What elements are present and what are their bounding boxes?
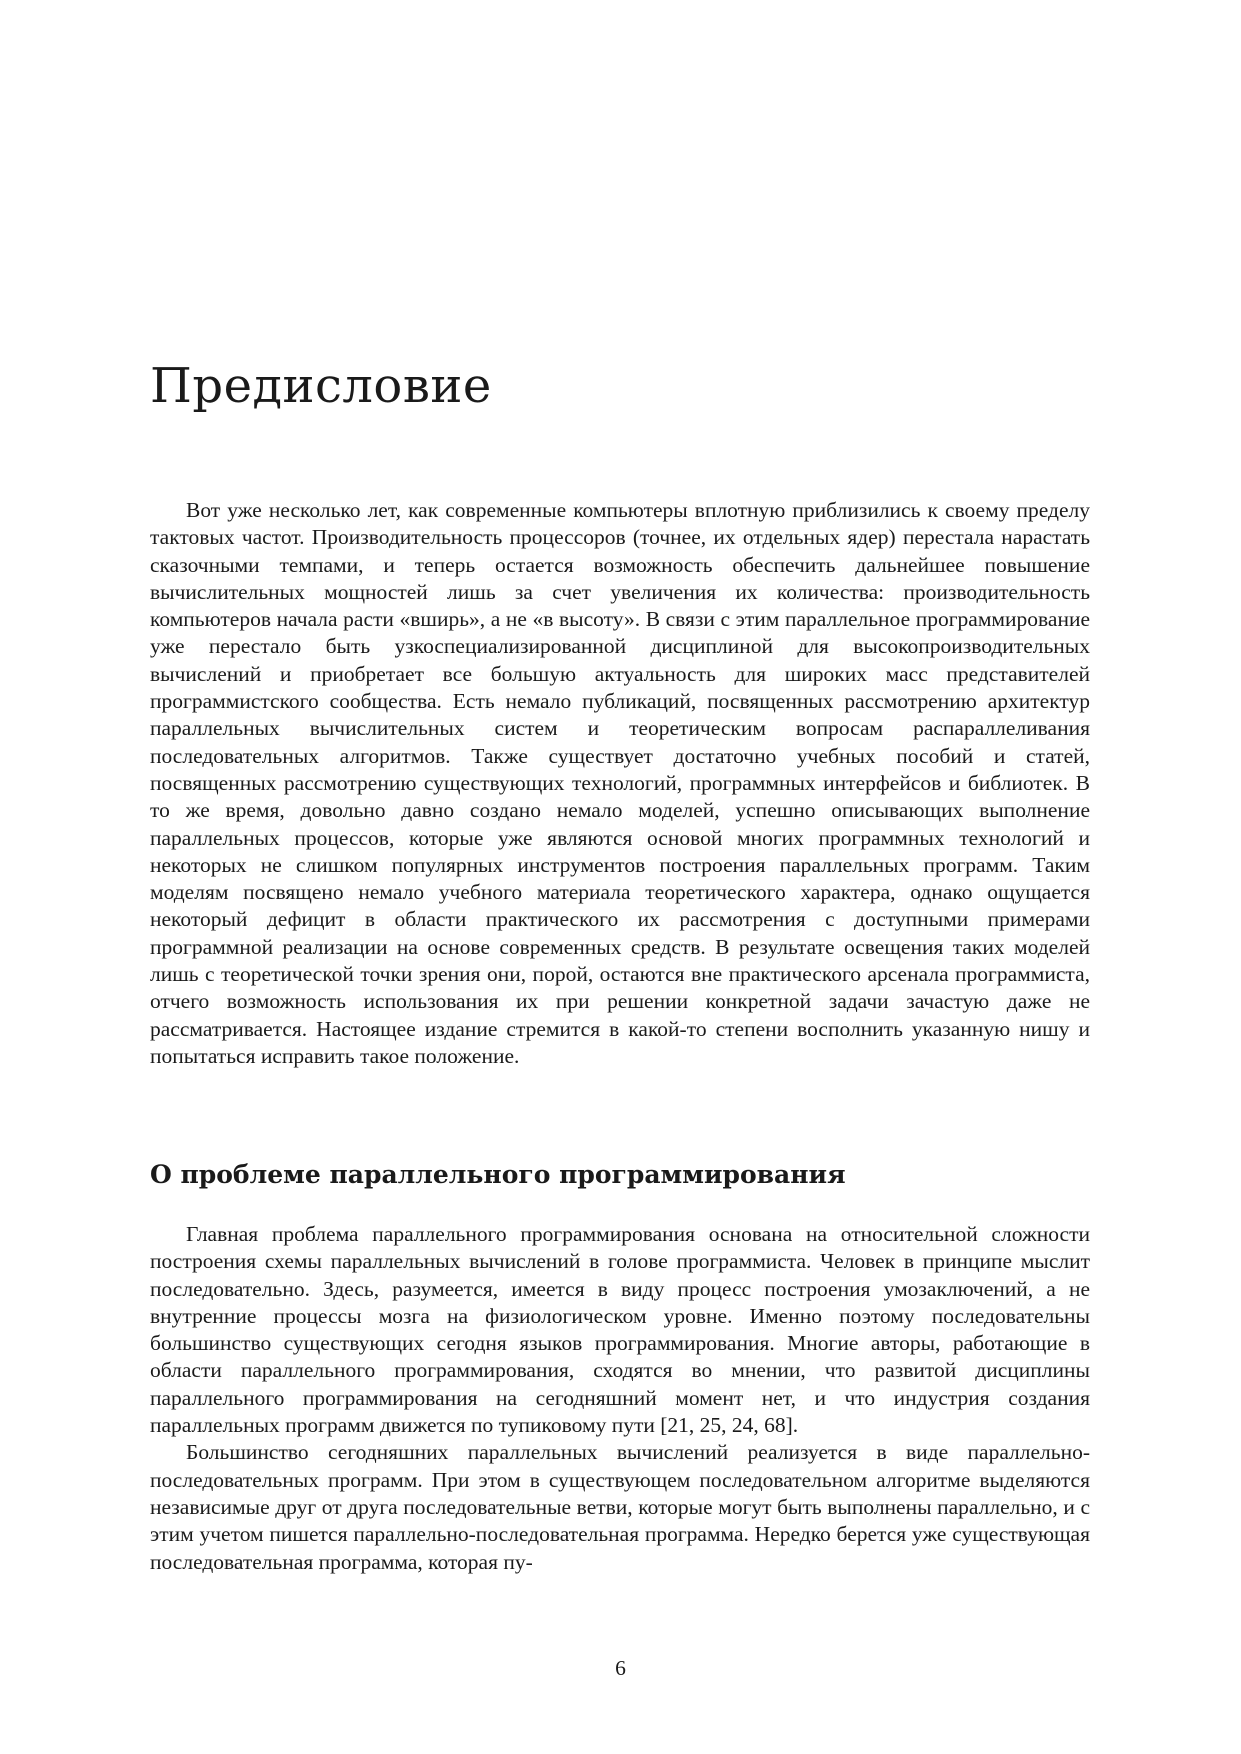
intro-text <box>150 497 1090 1070</box>
section-title: О проблеме параллельного программирования <box>150 1160 846 1189</box>
section-paragraph-1: Главная проблема параллельного программирования основана на относительной сложности построения схемы параллельных вычислений в голове программиста. Человек в принципе мыслит последовательно. Здесь, разумеется, имеется в виду процесс построения умозаключений, а не внутренние процессы мозга на физиологическом уровне. Именно поэтому последовательны большинство существующих сегодня языков программирования. Многие авторы, работающие в области параллельного программирования, сходятся во мнении, что развитой дисциплины параллельного программирования на сегодняшний момент нет, и что индустрия создания параллельных программ движется по тупиковому пути [21, 25, 24, 68]. <box>150 1222 1090 1438</box>
intro-paragraph-1: Вот уже несколько лет, как современные компьютеры вплотную приблизились к своему пределу тактовых частот. Производительность процессоров (точнее, их отдельных ядер) перестала нарастать сказочными темпами, и теперь остается возможность обеспечить дальнейшее повышение вычислительных мощностей лишь за счет увеличения их количества: производительность компьютеров начала расти «вширь», а не «в высоту». В связи с этим параллельное программирование уже перестало быть узкоспециализированной дисциплиной для высокопроизводительных вычислений и приобретает все большую актуальность для широких масс представителей программистского сообщества. Есть немало публикаций, посвященных рассмотрению архитектур параллельных вычислительных систем и теоретическим вопросам распараллеливания последовательных алгоритмов. Также существует достаточно учебных пособий и статей, посвященных рассмотрению существующих технологий, программных интерфейсов и библиотек. В то же время, довольно давно создано немало моделей, успешно описывающих выполнение параллельных процессов, которые уже являются основой многих программных технологий и некоторых не слишком популярных инструментов построения параллельных программ. Таким моделям посвящено немало учебного материала теоретического характера, однако ощущается некоторый дефицит в области практического их рассмотрения с доступными примерами программной реализации на основе современных средств. В результате освещения таких моделей лишь с теоретической точки зрения они, порой, остаются вне практического арсенала программиста, отчего возможность использования их при решении конкретной задачи зачастую даже не рассматривается. Настоящее издание стремится в какой-то степени восполнить указанную нишу и попытаться исправить такое положение. <box>150 498 1090 1068</box>
chapter-title: Предисловие <box>150 358 492 414</box>
section-paragraph-2: Большинство сегодняшних параллельных вычислений реализуется в виде параллельно-последовательных программ. При этом в существующем последовательном алгоритме выделяются независимые друг от друга последовательные ветви, которые могут быть выполнены параллельно, и с этим учетом пишется параллельно-последовательная программа. Нередко берется уже существующая последовательная программа, которая пу- <box>150 1440 1090 1574</box>
page-number: 6 <box>615 1656 626 1680</box>
section-text <box>150 1221 1090 1576</box>
